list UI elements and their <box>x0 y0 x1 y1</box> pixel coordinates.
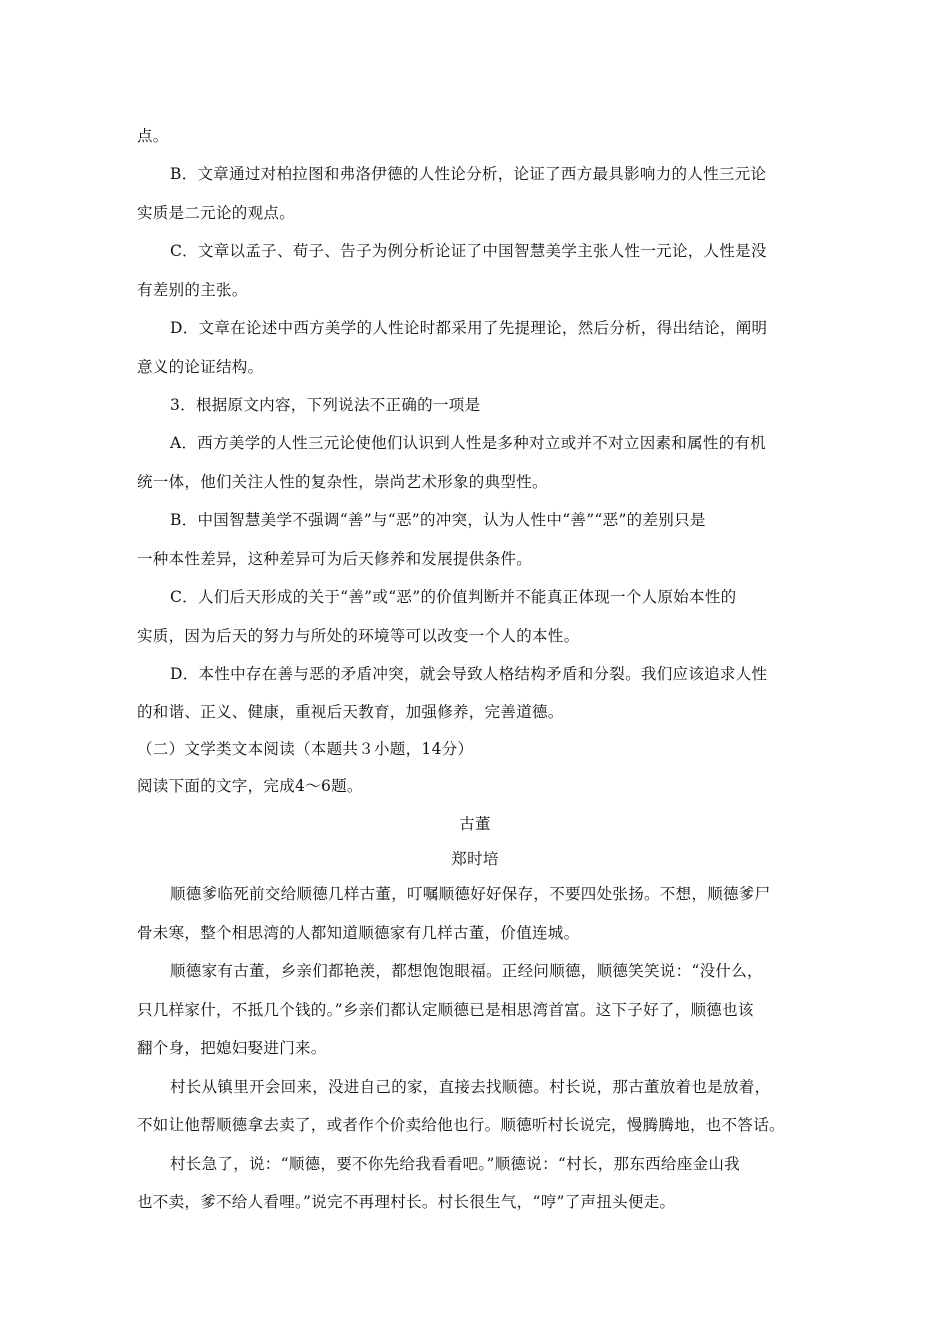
text-line: 实质是二元论的观点。 <box>137 204 296 222</box>
story-author: 郑时培 <box>451 850 499 868</box>
text-line: 有差别的主张。 <box>137 281 248 299</box>
paragraph-line: 只几样家什，不抵几个钱的。”乡亲们都认定顺德已是相思湾首富。这下子好了，顺德也该 <box>137 1001 754 1019</box>
story-title: 古董 <box>459 815 491 833</box>
option-c-line: C．文章以孟子、荀子、告子为例分析论证了中国智慧美学主张人性一元论，人性是没 <box>170 242 767 260</box>
paragraph-line: 翻个身，把媳妇娶进门来。 <box>137 1039 327 1057</box>
text-line: 意义的论证结构。 <box>137 358 264 376</box>
section-heading: （二）文学类文本阅读（本题共３小题，14分） <box>137 740 474 758</box>
paragraph-line: 不如让他帮顺德拿去卖了，或者作个价卖给他也行。顺德听村长说完，慢腾腾地，也不答话。 <box>137 1116 785 1134</box>
text-line: 的和谐、正义、健康，重视后天教育，加强修养，完善道德。 <box>137 703 564 721</box>
text-line: 统一体，他们关注人性的复杂性，崇尚艺术形象的典型性。 <box>137 473 548 491</box>
option-d-line: D．本性中存在善与恶的矛盾冲突，就会导致人格结构矛盾和分裂。我们应该追求人性 <box>170 665 768 683</box>
paragraph-line: 村长急了，说：“顺德，要不你先给我看看吧。”顺德说：“村长，那东西给座金山我 <box>170 1155 740 1173</box>
paragraph-line: 骨未寒，整个相思湾的人都知道顺德家有几样古董，价值连城。 <box>137 924 580 942</box>
question-3: 3．根据原文内容，下列说法不正确的一项是 <box>170 396 481 414</box>
text-line: 实质，因为后天的努力与所处的环境等可以改变一个人的本性。 <box>137 627 580 645</box>
reading-instruction: 阅读下面的文字，完成4～6题。 <box>137 777 363 795</box>
paragraph-line: 顺德爹临死前交给顺德几样古董，叮嘱顺德好好保存，不要四处张扬。不想，顺德爹尸 <box>170 885 771 903</box>
option-b-line: B．文章通过对柏拉图和弗洛伊德的人性论分析，论证了西方最具影响力的人性三元论 <box>170 165 767 183</box>
option-c-line: C．人们后天形成的关于“善”或“恶”的价值判断并不能真正体现一个人原始本性的 <box>170 588 737 606</box>
text-line: 一种本性差异，这种差异可为后天修养和发展提供条件。 <box>137 550 533 568</box>
paragraph-line: 也不卖，爹不给人看哩。”说完不再理村长。村长很生气，“哼”了声扭头便走。 <box>137 1193 676 1211</box>
option-d-line: D．文章在论述中西方美学的人性论时都采用了先提理论，然后分析，得出结论，阐明 <box>170 319 768 337</box>
option-b-line: B．中国智慧美学不强调“善”与“恶”的冲突，认为人性中“善”“恶”的差别只是 <box>170 511 706 529</box>
text-line: 点。 <box>137 127 169 145</box>
paragraph-line: 顺德家有古董，乡亲们都艳羡，都想饱饱眼福。正经问顺德，顺德笑笑说：“没什么， <box>170 962 763 980</box>
option-a-line: A．西方美学的人性三元论使他们认识到人性是多种对立或并不对立因素和属性的有机 <box>170 434 767 452</box>
paragraph-line: 村长从镇里开会回来，没进自己的家，直接去找顺德。村长说，那古董放着也是放着， <box>170 1078 771 1096</box>
